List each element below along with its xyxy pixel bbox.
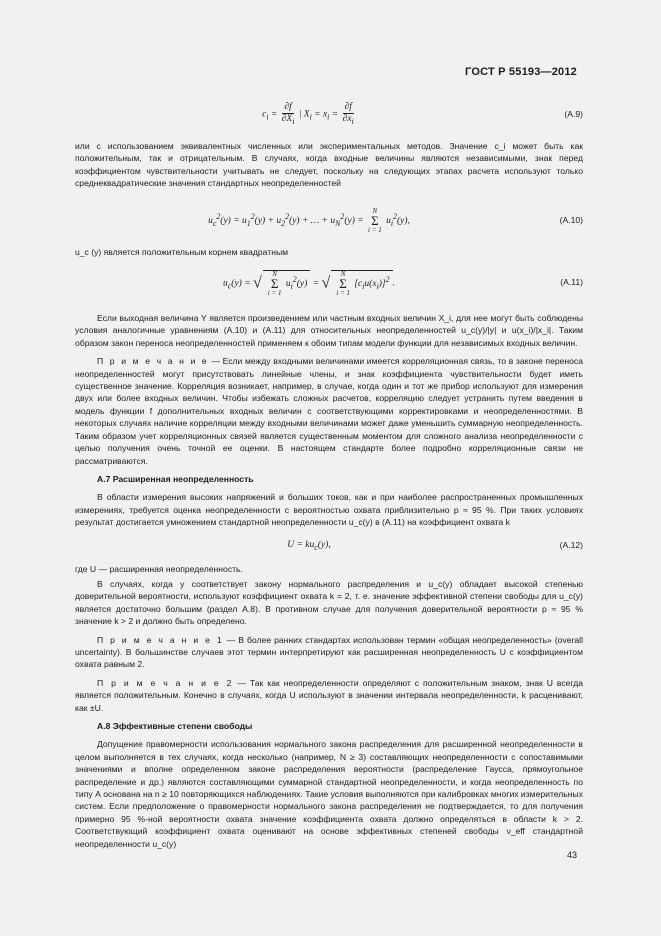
- note-3-label: П р и м е ч а н и е 2: [97, 677, 234, 688]
- equation-a9-number: (А.9): [564, 109, 583, 119]
- page-content: [75, 96, 583, 850]
- paragraph-5: где U — расширенная неопределенность.: [75, 563, 243, 574]
- paragraph-6: В случаях, когда y соответствует закону нормального распределения и u_c(y) обладает высокой степенью доверительной вероятности, используют коэффициент охвата k = 2, т. е. значение эффективной степени свободы для u_c(y) является достаточно большим (раздел А.8). В противном случае для получения доверительной вероятности p ≈ 95 % значение k > 2 и должно быть определено.: [75, 578, 583, 627]
- note-1: [75, 355, 583, 467]
- note-1-text: — Если между входными величинами имеется корреляционная связь, то в законе переноса неопределенностей могут присутствовать линейные члены, и знак коэффициента чувствительности будет иметь существенное значение. Корреляция возникает, например, в случае, когда один и тот же прибор используют для измерения двух или более входных величин. Чтобы избежать сложных расчетов, корреляцию следует устранить путем введения в модель функции f дополнительных входных величин с соответствующими корректировками и неопределенностями. В некоторых случаях наличие корреляции между входными величинами может даже уменьшить суммарную неопределенность. Таким образом учет корреляционных связей является существенным моментом для сложного анализа неопределенности с целью получения очень точной ее оценки. В настоящем стандарте более подробно корреляционные связи не рассматриваются.: [75, 356, 584, 466]
- equation-a10: [75, 202, 583, 240]
- note-2-label: П р и м е ч а н и е 1: [97, 634, 224, 645]
- equation-a12-formula: $U = ku_c(y)$,: [287, 539, 331, 552]
- note-2-text: — В более ранних стандартах использован термин «общая неопределенность» (overall uncertainty). В большинстве случаев этот термин интерпретируют как расширенная неопределенность U с коэффициентом охвата равным 2.: [75, 634, 583, 670]
- equation-a10-formula: $u_c^2(y) = u_1^2(y) + u_2^2(y)$ + … + $u_N^2(y) = N$ Σ i = 1 $u_i^2(y)$,: [208, 206, 410, 234]
- note-3-text: — Так как неопределенности определяют с положительным знаком, знак U всегда является положительным. Конечно в случаях, когда U используют в значении интервала неопределенности, k расценивают, как ±U.: [75, 677, 584, 713]
- paragraph-3: Если выходная величина Y является произведением или частным входных величин X_i, для нее могут быть соблюдены условия аналогичные уравнениям (А.10) и (А.11) для относительных неопределенностей u_c(y)/|y| и u(x_i)/|x_i|. Таким образом закон переноса неопределенностей применяем к обоим типам модели функции для независимых входных величин.: [75, 313, 583, 348]
- equation-a9: [75, 100, 583, 134]
- paragraph-7: Допущение правомерности использования нормального закона распределения для расширенной неопределенности в целом выполняется в тех случаях, когда несколько (например, N ≥ 3) составляющих неопределенности с сопоставимыми значениями и вполне определенном законе распределения вероятности (распределение Гаусса, прямоугольное распределение и др.) являются составляющими суммарной стандартной неопределенности, и когда неопределенность по типу А основана на n ≥ 10 повторяющихся наблюдениях. Такие условия выполняются при калибровках многих измерительных систем. Если предположение о правомерности нормального закона распределения не подтверждается, то для получения примерно 95 %-ной вероятности охвата значение коэффициента охвата должно определяться в области k > 2. Соответствующий коэффициент охвата оценивают на основе эффективных степеней свободы ν_eff стандартной неопределенности u_c(y): [75, 739, 583, 849]
- equation-a9-formula: $c_i$ = $\frac{\partial f}{\partial X_i}$ | $X_i = x_i$ = $\frac{\partial f}{\partial x_i}$: [262, 102, 354, 126]
- section-a8-title: А.8 Эффективные степени свободы: [97, 721, 253, 731]
- page-number: 43: [566, 850, 577, 860]
- note-3: [75, 677, 583, 714]
- paragraph-2: u_c (y) является положительным корнем квадратным: [75, 246, 289, 257]
- note-1-label: П р и м е ч а н и е: [97, 356, 209, 367]
- section-a7-title: А.7 Расширенная неопределенность: [97, 473, 254, 484]
- equation-a12: [75, 535, 583, 557]
- paragraph-1: или с использованием эквивалентных численных или экспериментальных методов. Значение c_i может быть как положительным, так и отрицательным. В случаях, когда входные величины являются независимыми, знак перед коэффициентом чувствительности учитывать не следует, поскольку на следующих этапах расчета используют только среднеквадратические значения стандартных неопределенностей: [75, 141, 583, 189]
- note-2: [75, 634, 583, 671]
- standard-header: ГОСТ Р 55193—2012: [465, 66, 577, 78]
- equation-a11: [75, 266, 583, 306]
- equation-a12-number: (А.12): [559, 539, 583, 550]
- equation-a11-number: (А.11): [560, 277, 583, 288]
- equation-a10-number: (А.10): [559, 214, 583, 225]
- equation-a11-formula: $u_c(y) = √N$ Σ i = 1 $u_i^2(y) = √N$ Σ i = 1 $[c_iu(x_i)]^2$ .: [223, 270, 395, 298]
- paragraph-4: В области измерения высоких напряжений и больших токов, как и при наиболее распространенных промышленных измерениях, требуется оценка неопределенности с вероятностью охвата приблизительно p ≈ 95 %. При таких условиях результат достигается умножением стандартной неопределенности u_c(y) в (А.11) на коэффициент охвата k: [75, 492, 583, 528]
